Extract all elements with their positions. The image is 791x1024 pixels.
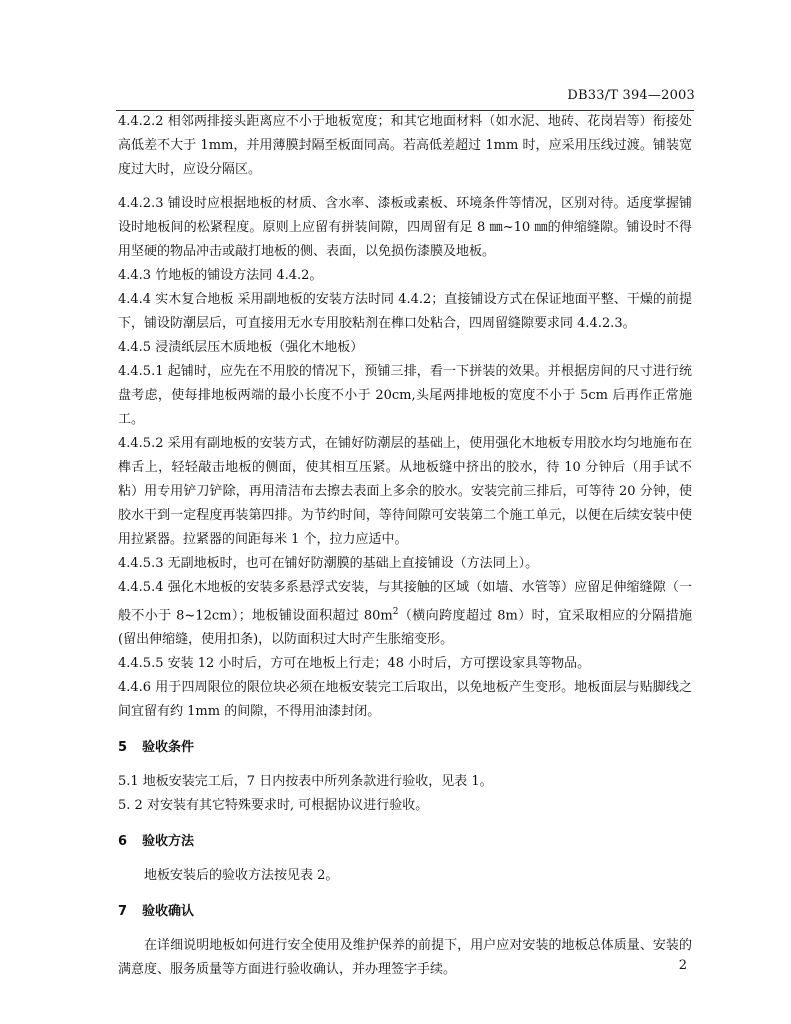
clause-4-4-3: 4.4.3 竹地板的铺设方法同 4.4.2。 <box>118 268 323 283</box>
section-7-number: 7 <box>118 904 128 920</box>
clause-5-2: 5. 2 对安装有其它特殊要求时, 可根据协议进行验收。 <box>118 798 429 814</box>
section-6-body: 地板安装后的验收方法按见表 2。 <box>144 868 339 884</box>
section-6-title: 验收方法 <box>142 834 195 850</box>
section-5-heading <box>118 736 692 760</box>
page-number: 2 <box>678 958 687 973</box>
section-5-number: 5 <box>118 740 128 756</box>
document-code: DB33/T 394—2003 <box>567 88 695 103</box>
section-7-heading <box>118 900 692 924</box>
clause-4-4-5: 4.4.5 浸渍纸层压木质地板（强化木地板） <box>118 340 364 355</box>
clause-4-4-2-3: 4.4.2.3 铺设时应根据地板的材质、含水率、漆板或素板、环境条件等情况，区别对待。适度掌握铺设时地板间的松紧程度。原则上应留有拼装间隙，四周留有足 8 ㎜~10 ㎜的伸缩缝隙。铺设时不得用坚硬的物品冲击或敲打地板的侧、表面，以免损伤漆膜及地板。 <box>118 196 692 259</box>
section-7-body: 在详细说明地板如何进行安全使用及维护保养的前提下，用户应对安装的地板总体质量、安装的满意度、服务质量等方面进行验收确认，并办理签字手续。 <box>118 938 692 978</box>
section-6-heading <box>118 830 692 854</box>
clause-4-4-5-5: 4.4.5.5 安装 12 小时后，方可在地板上行走；48 小时后，方可摆设家具等物品。 <box>118 656 591 672</box>
clause-4-4-5-4-part-b: （横向跨度超过 8m）时，宜采取相应的分隔措施(留出伸缩缝，使用扣条)，以防面积过大时产生胀缩变形。 <box>118 608 693 648</box>
clause-4-4-2-2: 4.4.2.2 相邻两排接头距离应不小于地板宽度；和其它地面材料（如水泥、地砖、花岗岩等）衔接处高低差不大于 1mm，并用薄膜封隔至板面同高。若高低差超过 1mm 时，应采用压线过渡。铺装宽度过大时，应设分隔区。 <box>118 114 692 177</box>
clause-4-4-5-3: 4.4.5.3 无副地板时，也可在铺好防潮膜的基础上直接铺设（方法同上）。 <box>118 556 539 571</box>
section-7-title: 验收确认 <box>142 904 195 920</box>
clause-5-1: 5.1 地板安装完工后，7 日内按表中所列条款进行验收，见表 1。 <box>118 774 493 790</box>
clause-4-4-5-1: 4.4.5.1 起铺时，应先在不用胶的情况下，预铺三排，看一下拼装的效果。并根据房间的尺寸进行统盘考虑，使每排地板两端的最小长度不小于 20cm,头尾两排地板的宽度不小于 5cm 后再作正常施工。 <box>118 364 692 427</box>
clause-4-4-5-4-part-a: 4.4.5.4 强化木地板的安装多系悬浮式安装，与其接触的区域（如墙、水管等）应留足伸缩缝隙（一般不小于 8~12cm）；地板铺设面积超过 80m <box>118 580 692 624</box>
clause-4-4-6: 4.4.6 用于四周限位的限位块必须在地板安装完工后取出，以免地板产生变形。地板面层与贴脚线之间宜留有约 1mm 的间隙，不得用油漆封闭。 <box>118 680 692 720</box>
section-5-title: 验收条件 <box>142 740 195 756</box>
document-body <box>118 110 692 982</box>
clause-4-4-5-2: 4.4.5.2 采用有副地板的安装方式，在铺好防潮层的基础上，使用强化木地板专用胶水均匀地施布在榫舌上，轻轻敲击地板的侧面，使其相互压紧。从地板缝中挤出的胶水，待 10 分钟后（用手试不粘）用专用铲刀铲除，再用清洁布去擦去表面上多余的胶水。安装完前三排后，可等待 20 分钟，使胶水干到一定程度再装第四排。为节约时间，等待间隙可安装第二个施工单元，以便在后续安装中使用拉紧器。拉紧器的间距每米 1 个，拉力应适中。 <box>118 436 692 547</box>
section-6-number: 6 <box>118 834 128 850</box>
area-exponent: 2 <box>392 607 399 617</box>
clause-4-4-4: 4.4.4 实木复合地板 采用副地板的安装方法时同 4.4.2；直接铺设方式在保证地面平整、干燥的前提下，铺设防潮层后，可直接用无水专用胶粘剂在榫口处粘合，四周留缝隙要求同 4.4.2.3。 <box>118 292 692 331</box>
clause-4-4-5-4 <box>118 576 692 652</box>
